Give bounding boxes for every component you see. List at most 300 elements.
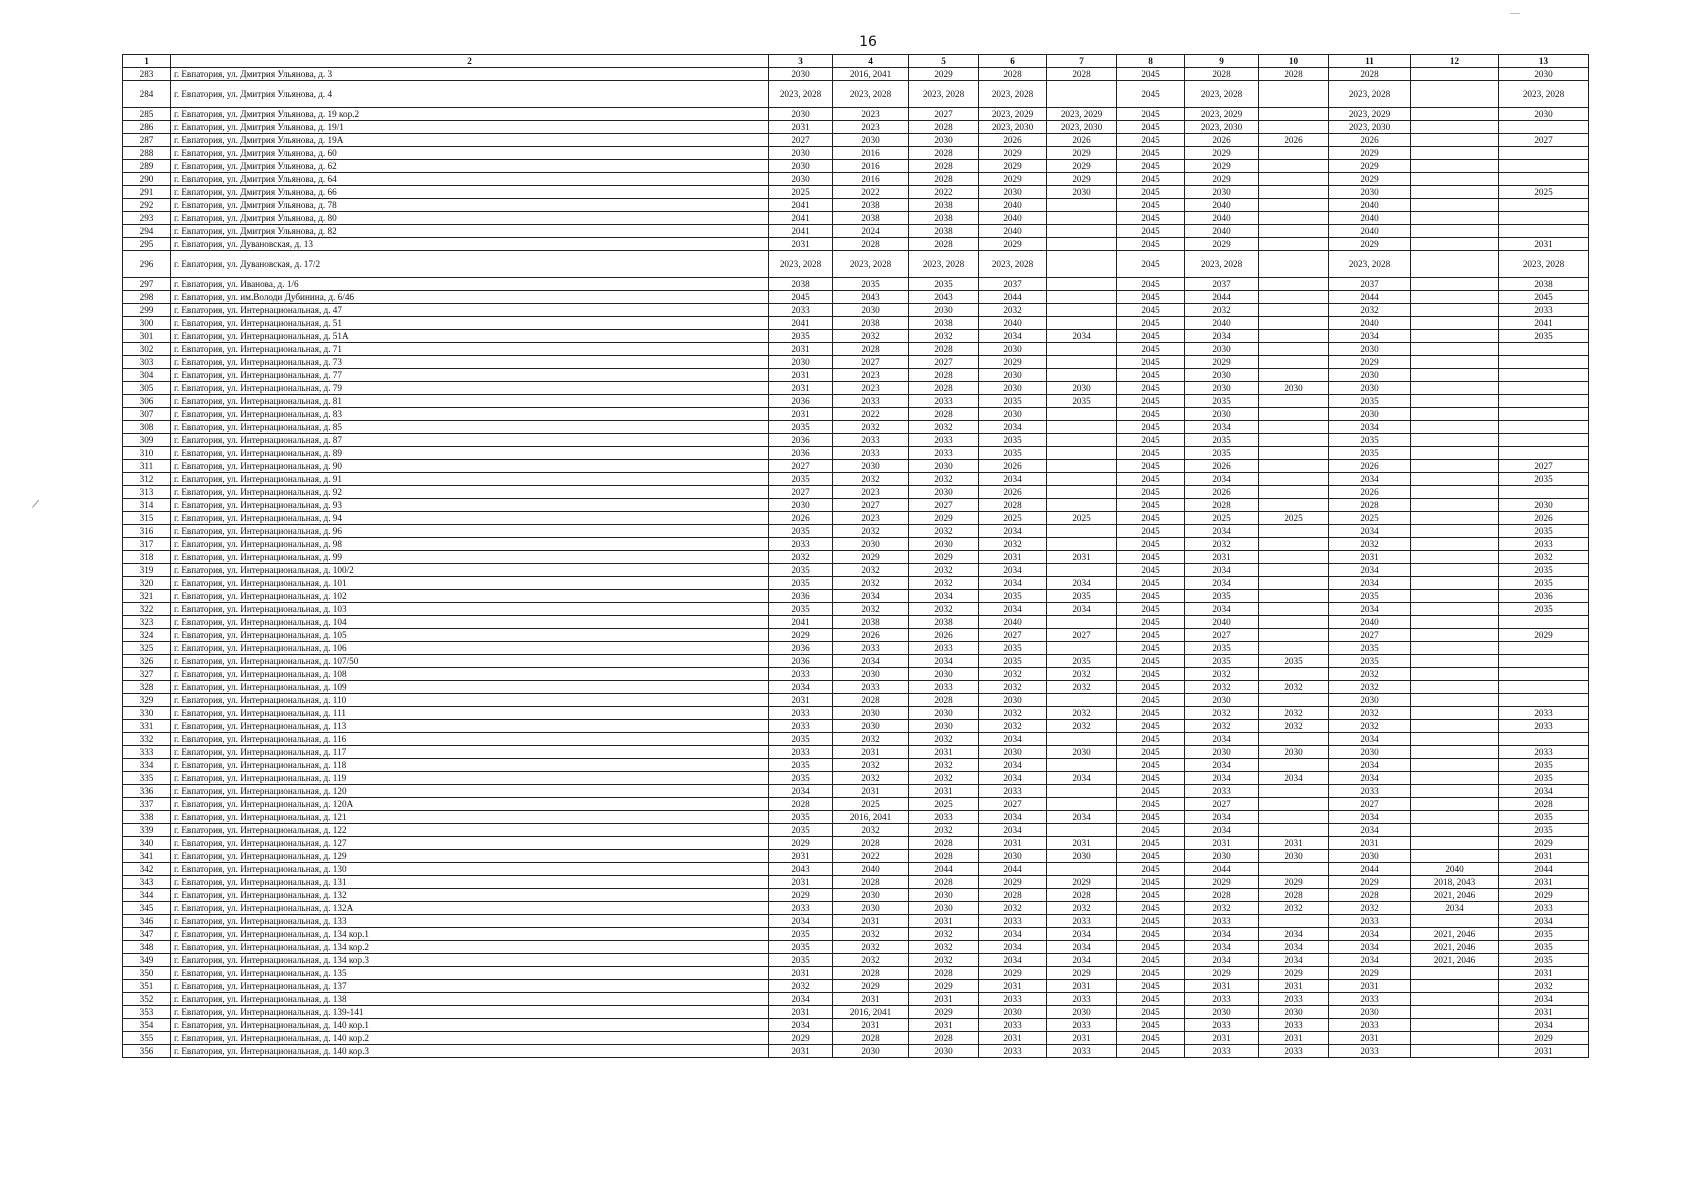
- year-cell: 2030: [1329, 186, 1411, 199]
- address-cell: г. Евпатория, ул. Интернациональная, д. 140 кор.2: [171, 1032, 769, 1045]
- table-row: [123, 395, 1589, 408]
- year-cell: 2031: [769, 408, 833, 421]
- year-cell: 2030: [979, 694, 1047, 707]
- year-cell: [1411, 980, 1499, 993]
- row-number-cell: 331: [123, 720, 171, 733]
- year-cell: 2045: [1117, 668, 1185, 681]
- row-number-cell: 351: [123, 980, 171, 993]
- year-cell: 2028: [1185, 499, 1259, 512]
- year-cell: 2023, 2028: [1185, 81, 1259, 108]
- address-cell: г. Евпатория, ул. Интернациональная, д. 116: [171, 733, 769, 746]
- year-cell: 2033: [833, 434, 909, 447]
- year-cell: 2029: [1185, 147, 1259, 160]
- column-header: 7: [1047, 55, 1117, 68]
- year-cell: 2023, 2028: [909, 251, 979, 278]
- year-cell: [1259, 538, 1329, 551]
- year-cell: 2038: [1499, 278, 1589, 291]
- table-row: [123, 863, 1589, 876]
- year-cell: 2029: [909, 512, 979, 525]
- table-row: [123, 356, 1589, 369]
- year-cell: 2027: [1329, 798, 1411, 811]
- year-cell: 2032: [1185, 707, 1259, 720]
- year-cell: [1411, 811, 1499, 824]
- year-cell: 2034: [1259, 772, 1329, 785]
- year-cell: 2030: [1185, 382, 1259, 395]
- year-cell: [1411, 225, 1499, 238]
- year-cell: 2030: [909, 460, 979, 473]
- year-cell: 2038: [909, 212, 979, 225]
- year-cell: 2035: [769, 811, 833, 824]
- year-cell: 2026: [833, 629, 909, 642]
- year-cell: 2028: [909, 238, 979, 251]
- year-cell: 2031: [1499, 967, 1589, 980]
- year-cell: 2027: [769, 486, 833, 499]
- table-row: [123, 889, 1589, 902]
- year-cell: 2030: [1047, 746, 1117, 759]
- year-cell: [1047, 460, 1117, 473]
- year-cell: [1259, 590, 1329, 603]
- year-cell: 2032: [769, 551, 833, 564]
- year-cell: 2034: [1329, 473, 1411, 486]
- year-cell: 2028: [1329, 68, 1411, 81]
- year-cell: 2036: [769, 447, 833, 460]
- year-cell: 2032: [833, 525, 909, 538]
- column-header: 2: [171, 55, 769, 68]
- year-cell: 2035: [979, 655, 1047, 668]
- year-cell: 2033: [769, 902, 833, 915]
- year-cell: 2032: [1259, 902, 1329, 915]
- year-cell: 2035: [979, 395, 1047, 408]
- year-cell: 2032: [1329, 668, 1411, 681]
- year-cell: 2032: [769, 980, 833, 993]
- year-cell: 2031: [833, 1019, 909, 1032]
- year-cell: 2025: [1499, 186, 1589, 199]
- year-cell: [1411, 681, 1499, 694]
- year-cell: 2045: [1117, 173, 1185, 186]
- year-cell: 2040: [1411, 863, 1499, 876]
- year-cell: 2032: [1047, 681, 1117, 694]
- row-number-cell: 324: [123, 629, 171, 642]
- year-cell: 2032: [1185, 668, 1259, 681]
- year-cell: 2029: [1047, 173, 1117, 186]
- year-cell: 2034: [1185, 577, 1259, 590]
- year-cell: 2031: [1185, 980, 1259, 993]
- year-cell: 2034: [1185, 473, 1259, 486]
- address-cell: г. Евпатория, ул. Интернациональная, д. 108: [171, 668, 769, 681]
- year-cell: 2043: [769, 863, 833, 876]
- year-cell: [1411, 642, 1499, 655]
- year-cell: [1411, 837, 1499, 850]
- year-cell: 2023: [833, 121, 909, 134]
- year-cell: [1411, 850, 1499, 863]
- year-cell: 2034: [1047, 330, 1117, 343]
- year-cell: 2034: [909, 590, 979, 603]
- year-cell: [1047, 616, 1117, 629]
- year-cell: 2045: [1117, 642, 1185, 655]
- address-cell: г. Евпатория, ул. Дмитрия Ульянова, д. 3: [171, 68, 769, 81]
- year-cell: 2037: [1185, 278, 1259, 291]
- year-cell: 2035: [1185, 447, 1259, 460]
- year-cell: [1259, 238, 1329, 251]
- year-cell: 2030: [909, 889, 979, 902]
- year-cell: 2045: [1117, 1006, 1185, 1019]
- year-cell: 2033: [909, 395, 979, 408]
- address-cell: г. Евпатория, ул. Дмитрия Ульянова, д. 66: [171, 186, 769, 199]
- row-number-cell: 311: [123, 460, 171, 473]
- year-cell: 2033: [979, 1019, 1047, 1032]
- year-cell: 2045: [1117, 720, 1185, 733]
- year-cell: 2032: [833, 473, 909, 486]
- year-cell: 2028: [1499, 798, 1589, 811]
- row-number-cell: 299: [123, 304, 171, 317]
- address-cell: г. Евпатория, ул. Интернациональная, д. 120А: [171, 798, 769, 811]
- year-cell: 2032: [1259, 720, 1329, 733]
- year-cell: [1499, 421, 1589, 434]
- table-row: [123, 616, 1589, 629]
- year-cell: 2029: [1185, 356, 1259, 369]
- year-cell: 2033: [769, 304, 833, 317]
- year-cell: 2033: [1499, 746, 1589, 759]
- year-cell: [1411, 395, 1499, 408]
- year-cell: 2028: [909, 121, 979, 134]
- year-cell: 2030: [1047, 382, 1117, 395]
- year-cell: 2044: [979, 291, 1047, 304]
- year-cell: [1259, 759, 1329, 772]
- year-cell: 2045: [1117, 512, 1185, 525]
- year-cell: 2030: [979, 369, 1047, 382]
- year-cell: 2031: [979, 1032, 1047, 1045]
- year-cell: 2031: [909, 785, 979, 798]
- year-cell: 2028: [1185, 889, 1259, 902]
- year-cell: 2027: [979, 798, 1047, 811]
- year-cell: [1259, 603, 1329, 616]
- column-header: 4: [833, 55, 909, 68]
- year-cell: 2045: [1117, 304, 1185, 317]
- year-cell: 2028: [769, 798, 833, 811]
- year-cell: [1411, 68, 1499, 81]
- year-cell: [1411, 512, 1499, 525]
- year-cell: 2031: [1259, 837, 1329, 850]
- year-cell: 2035: [1185, 395, 1259, 408]
- year-cell: 2034: [1499, 1019, 1589, 1032]
- year-cell: 2041: [769, 616, 833, 629]
- year-cell: 2023, 2028: [833, 81, 909, 108]
- year-cell: 2031: [1047, 551, 1117, 564]
- year-cell: 2034: [979, 733, 1047, 746]
- year-cell: 2032: [1329, 720, 1411, 733]
- year-cell: 2033: [1499, 538, 1589, 551]
- year-cell: [1411, 291, 1499, 304]
- row-number-cell: 335: [123, 772, 171, 785]
- address-cell: г. Евпатория, ул. Дувановская, д. 13: [171, 238, 769, 251]
- row-number-cell: 302: [123, 343, 171, 356]
- year-cell: 2030: [909, 134, 979, 147]
- address-cell: г. Евпатория, ул. Интернациональная, д. 127: [171, 837, 769, 850]
- year-cell: 2036: [769, 395, 833, 408]
- year-cell: [1259, 121, 1329, 134]
- year-cell: 2045: [1117, 863, 1185, 876]
- year-cell: [1411, 108, 1499, 121]
- year-cell: 2029: [1499, 629, 1589, 642]
- year-cell: 2026: [1329, 460, 1411, 473]
- year-cell: 2024: [833, 225, 909, 238]
- year-cell: 2029: [1499, 837, 1589, 850]
- year-cell: 2023, 2029: [979, 108, 1047, 121]
- row-number-cell: 337: [123, 798, 171, 811]
- year-cell: 2035: [769, 941, 833, 954]
- year-cell: 2034: [1185, 525, 1259, 538]
- row-number-cell: 319: [123, 564, 171, 577]
- year-cell: 2031: [769, 238, 833, 251]
- address-cell: г. Евпатория, ул. Интернациональная, д. 130: [171, 863, 769, 876]
- year-cell: 2030: [833, 538, 909, 551]
- year-cell: 2033: [1499, 304, 1589, 317]
- address-cell: г. Евпатория, ул. Интернациональная, д. 131: [171, 876, 769, 889]
- data-table: [122, 54, 1589, 1058]
- year-cell: 2045: [1117, 993, 1185, 1006]
- row-number-cell: 345: [123, 902, 171, 915]
- year-cell: 2035: [1499, 525, 1589, 538]
- address-cell: г. Евпатория, ул. Интернациональная, д. 87: [171, 434, 769, 447]
- year-cell: 2029: [1185, 160, 1259, 173]
- column-header: 11: [1329, 55, 1411, 68]
- year-cell: 2034: [1185, 564, 1259, 577]
- year-cell: 2045: [1117, 772, 1185, 785]
- year-cell: 2033: [833, 395, 909, 408]
- year-cell: 2043: [833, 291, 909, 304]
- address-cell: г. Евпатория, ул. Интернациональная, д. 132А: [171, 902, 769, 915]
- year-cell: 2034: [1259, 928, 1329, 941]
- year-cell: 2022: [833, 186, 909, 199]
- year-cell: 2045: [1117, 616, 1185, 629]
- year-cell: 2041: [769, 199, 833, 212]
- year-cell: 2034: [1185, 954, 1259, 967]
- year-cell: [1047, 798, 1117, 811]
- table-row: [123, 460, 1589, 473]
- year-cell: 2034: [1185, 759, 1259, 772]
- year-cell: 2029: [979, 173, 1047, 186]
- year-cell: 2029: [1185, 238, 1259, 251]
- year-cell: 2030: [1185, 343, 1259, 356]
- year-cell: 2029: [1329, 173, 1411, 186]
- year-cell: 2034: [1047, 577, 1117, 590]
- year-cell: 2032: [909, 564, 979, 577]
- year-cell: 2031: [1259, 1032, 1329, 1045]
- year-cell: [1411, 81, 1499, 108]
- year-cell: 2032: [1047, 707, 1117, 720]
- row-number-cell: 332: [123, 733, 171, 746]
- year-cell: [1411, 251, 1499, 278]
- year-cell: 2040: [1185, 199, 1259, 212]
- address-cell: г. Евпатория, ул. Дмитрия Ульянова, д. 19 кор.2: [171, 108, 769, 121]
- year-cell: 2041: [769, 317, 833, 330]
- year-cell: 2031: [1329, 980, 1411, 993]
- year-cell: 2036: [769, 655, 833, 668]
- year-cell: 2030: [909, 1045, 979, 1058]
- year-cell: 2033: [1185, 1019, 1259, 1032]
- year-cell: [1499, 655, 1589, 668]
- row-number-cell: 303: [123, 356, 171, 369]
- year-cell: 2045: [1117, 798, 1185, 811]
- year-cell: [1259, 915, 1329, 928]
- year-cell: [1259, 199, 1329, 212]
- year-cell: 2029: [769, 889, 833, 902]
- year-cell: 2045: [1117, 785, 1185, 798]
- year-cell: 2033: [1047, 915, 1117, 928]
- year-cell: [1499, 121, 1589, 134]
- table-row: [123, 902, 1589, 915]
- table-row: [123, 1019, 1589, 1032]
- year-cell: 2023, 2028: [1185, 251, 1259, 278]
- year-cell: 2034: [1329, 811, 1411, 824]
- year-cell: 2035: [769, 759, 833, 772]
- address-cell: г. Евпатория, ул. Интернациональная, д. 120: [171, 785, 769, 798]
- row-number-cell: 295: [123, 238, 171, 251]
- year-cell: [1047, 538, 1117, 551]
- year-cell: [1411, 408, 1499, 421]
- year-cell: [1411, 1019, 1499, 1032]
- year-cell: 2032: [909, 772, 979, 785]
- table-row: [123, 759, 1589, 772]
- year-cell: 2045: [1117, 486, 1185, 499]
- year-cell: 2032: [833, 733, 909, 746]
- year-cell: 2033: [769, 720, 833, 733]
- year-cell: [1047, 251, 1117, 278]
- year-cell: 2045: [1117, 291, 1185, 304]
- year-cell: 2045: [1117, 1019, 1185, 1032]
- year-cell: 2026: [1185, 486, 1259, 499]
- column-header: 8: [1117, 55, 1185, 68]
- year-cell: [1411, 238, 1499, 251]
- year-cell: 2023, 2028: [979, 251, 1047, 278]
- address-cell: г. Евпатория, ул. Интернациональная, д. 103: [171, 603, 769, 616]
- year-cell: 2035: [979, 447, 1047, 460]
- year-cell: [1259, 291, 1329, 304]
- address-cell: г. Евпатория, ул. Интернациональная, д. 83: [171, 408, 769, 421]
- year-cell: 2030: [979, 343, 1047, 356]
- year-cell: 2045: [1117, 225, 1185, 238]
- year-cell: [1259, 81, 1329, 108]
- address-cell: г. Евпатория, ул. Дмитрия Ульянова, д. 60: [171, 147, 769, 160]
- year-cell: [1259, 343, 1329, 356]
- year-cell: 2045: [1117, 694, 1185, 707]
- year-cell: [1499, 395, 1589, 408]
- year-cell: 2032: [1185, 902, 1259, 915]
- year-cell: 2034: [1185, 772, 1259, 785]
- year-cell: 2045: [1117, 850, 1185, 863]
- year-cell: 2034: [1185, 928, 1259, 941]
- year-cell: 2029: [1259, 967, 1329, 980]
- year-cell: [1411, 1006, 1499, 1019]
- table-row: [123, 733, 1589, 746]
- year-cell: 2035: [769, 421, 833, 434]
- year-cell: 2035: [769, 577, 833, 590]
- table-row: [123, 317, 1589, 330]
- year-cell: 2026: [1329, 486, 1411, 499]
- year-cell: [1259, 356, 1329, 369]
- year-cell: [1411, 330, 1499, 343]
- year-cell: 2032: [833, 564, 909, 577]
- address-cell: г. Евпатория, ул. Интернациональная, д. 121: [171, 811, 769, 824]
- year-cell: 2045: [1117, 564, 1185, 577]
- year-cell: 2033: [769, 668, 833, 681]
- address-cell: г. Евпатория, ул. Дмитрия Ульянова, д. 80: [171, 212, 769, 225]
- row-number-cell: 322: [123, 603, 171, 616]
- year-cell: 2034: [1185, 330, 1259, 343]
- year-cell: 2027: [769, 460, 833, 473]
- column-header: 3: [769, 55, 833, 68]
- year-cell: 2044: [1329, 863, 1411, 876]
- table-row: [123, 928, 1589, 941]
- row-number-cell: 340: [123, 837, 171, 850]
- year-cell: 2031: [769, 694, 833, 707]
- year-cell: 2032: [833, 330, 909, 343]
- year-cell: 2030: [1329, 343, 1411, 356]
- row-number-cell: 352: [123, 993, 171, 1006]
- year-cell: 2034: [979, 772, 1047, 785]
- year-cell: 2035: [769, 564, 833, 577]
- year-cell: 2029: [1499, 889, 1589, 902]
- year-cell: 2030: [979, 382, 1047, 395]
- row-number-cell: 328: [123, 681, 171, 694]
- year-cell: [1259, 824, 1329, 837]
- table-row: [123, 1032, 1589, 1045]
- year-cell: 2029: [769, 629, 833, 642]
- year-cell: 2031: [909, 746, 979, 759]
- table-row: [123, 486, 1589, 499]
- year-cell: 2035: [1047, 655, 1117, 668]
- year-cell: 2030: [1499, 68, 1589, 81]
- year-cell: 2021, 2046: [1411, 941, 1499, 954]
- year-cell: 2031: [1047, 837, 1117, 850]
- year-cell: 2035: [769, 330, 833, 343]
- year-cell: [1499, 486, 1589, 499]
- column-header: 5: [909, 55, 979, 68]
- year-cell: [1047, 824, 1117, 837]
- year-cell: 2027: [1499, 134, 1589, 147]
- year-cell: 2034: [979, 330, 1047, 343]
- year-cell: 2044: [979, 863, 1047, 876]
- address-cell: г. Евпатория, ул. Интернациональная, д. 81: [171, 395, 769, 408]
- year-cell: 2045: [1117, 928, 1185, 941]
- year-cell: 2030: [1185, 850, 1259, 863]
- row-number-cell: 323: [123, 616, 171, 629]
- year-cell: 2034: [1329, 928, 1411, 941]
- year-cell: 2028: [833, 876, 909, 889]
- address-cell: г. Евпатория, ул. Интернациональная, д. 110: [171, 694, 769, 707]
- table-row: [123, 655, 1589, 668]
- year-cell: 2040: [1329, 199, 1411, 212]
- table-row: [123, 147, 1589, 160]
- year-cell: 2041: [1499, 317, 1589, 330]
- year-cell: [1047, 759, 1117, 772]
- year-cell: 2030: [1259, 1006, 1329, 1019]
- year-cell: 2028: [979, 889, 1047, 902]
- year-cell: 2045: [1117, 434, 1185, 447]
- year-cell: 2035: [979, 434, 1047, 447]
- year-cell: 2025: [1329, 512, 1411, 525]
- year-cell: 2028: [979, 68, 1047, 81]
- row-number-cell: 289: [123, 160, 171, 173]
- year-cell: 2022: [909, 186, 979, 199]
- year-cell: 2023: [833, 512, 909, 525]
- year-cell: 2025: [979, 512, 1047, 525]
- row-number-cell: 355: [123, 1032, 171, 1045]
- year-cell: 2035: [1499, 811, 1589, 824]
- year-cell: 2023, 2030: [1185, 121, 1259, 134]
- year-cell: 2031: [979, 551, 1047, 564]
- table-row: [123, 551, 1589, 564]
